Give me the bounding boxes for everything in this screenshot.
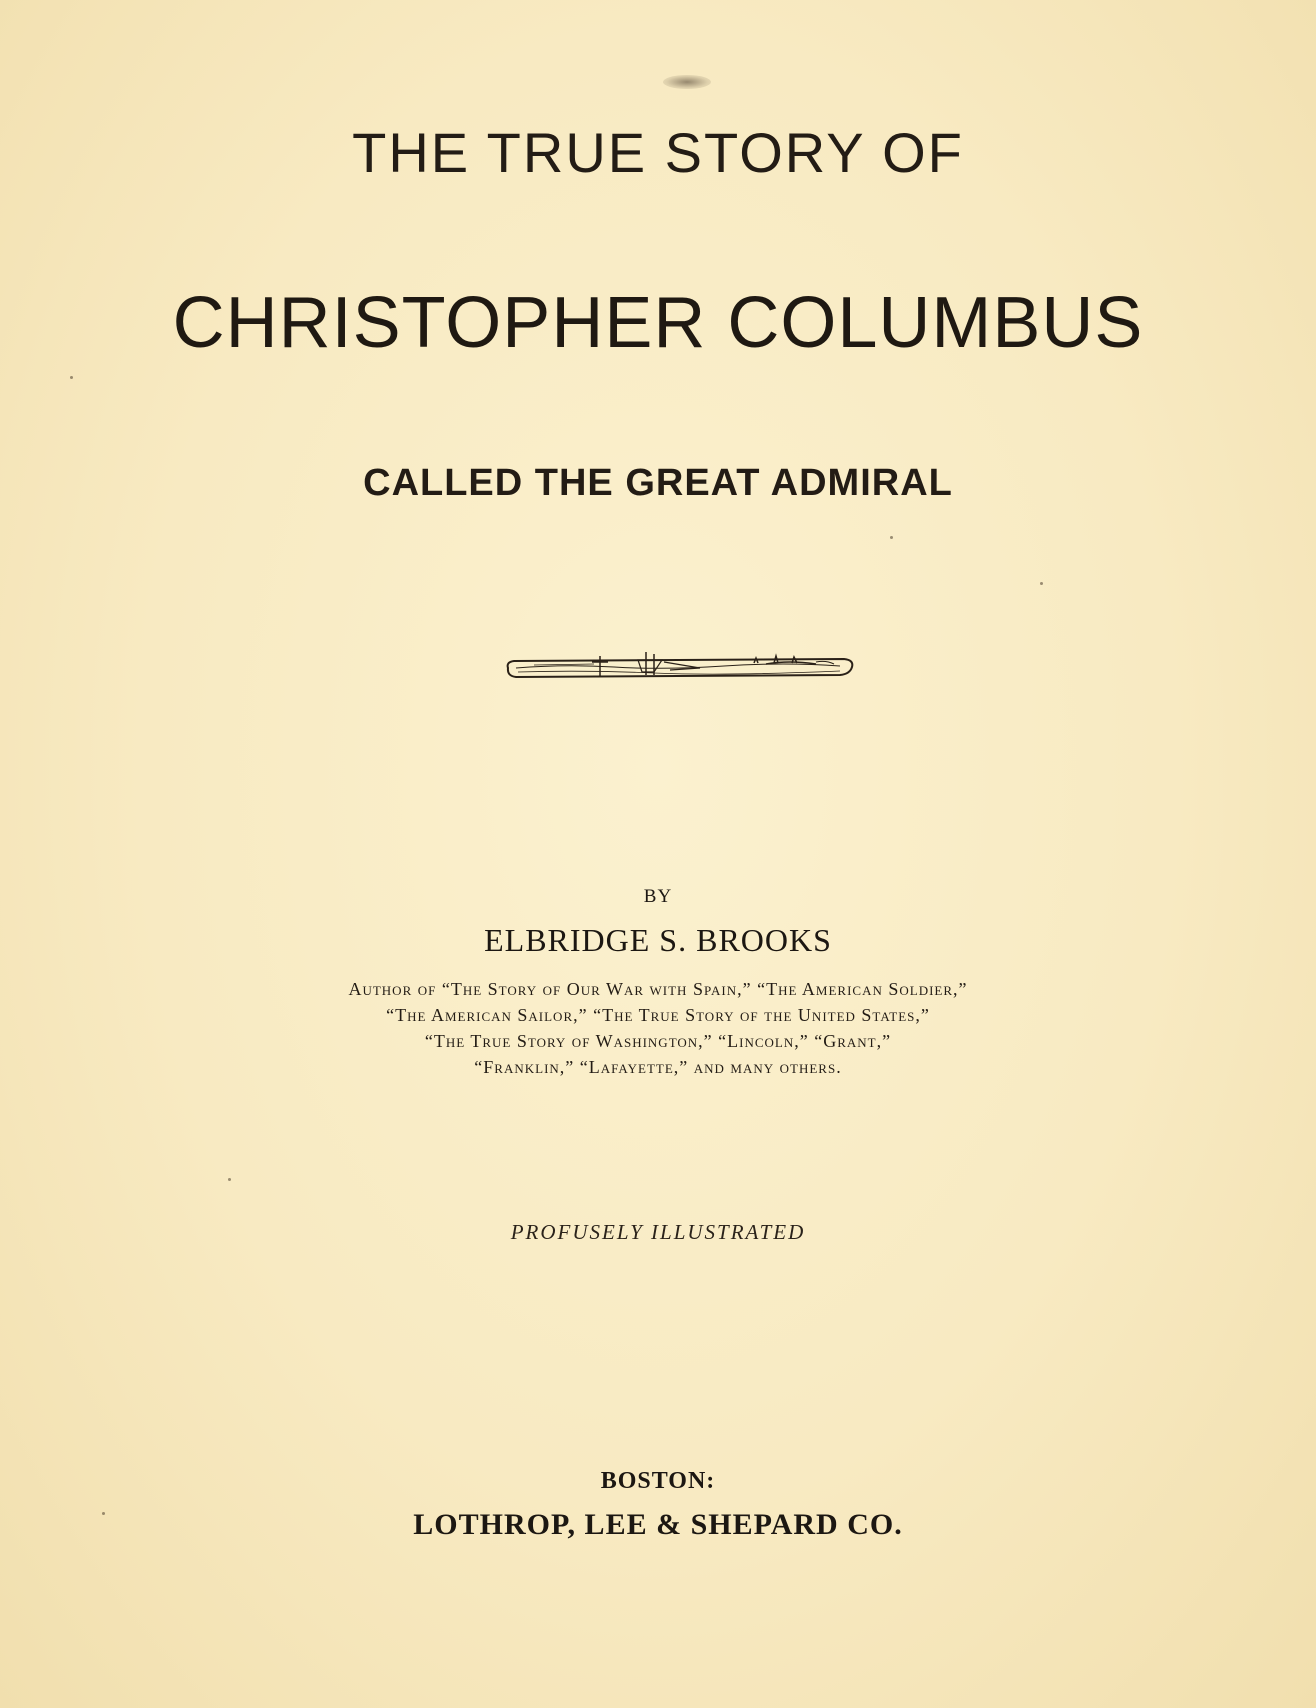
- paper-speck: [1040, 582, 1043, 585]
- paper-speck: [102, 1512, 105, 1515]
- title-line-1: THE TRUE STORY OF: [352, 121, 964, 184]
- credit-line: “Franklin,” “Lafayette,” and many others.: [474, 1057, 842, 1077]
- title-line-2: CHRISTOPHER COLUMBUS: [172, 283, 1144, 363]
- paper-speck: [890, 536, 893, 539]
- paper-speck: [70, 376, 73, 379]
- imprint-publisher: LOTHROP, LEE & SHEPARD CO.: [413, 1508, 903, 1541]
- author-name: ELBRIDGE S. BROOKS: [484, 922, 832, 958]
- ship-vignette-ornament: [504, 648, 856, 688]
- by-label: BY: [643, 886, 673, 907]
- credit-line: “The True Story of Washington,” “Lincoln,” “Grant,”: [424, 1031, 892, 1051]
- author-credits: [0, 976, 1316, 1080]
- subtitle: CALLED THE GREAT ADMIRAL: [363, 462, 953, 504]
- credit-line: Author of “The Story of Our War with Spain,” “The American Soldier,”: [348, 979, 968, 999]
- credit-line: “The American Sailor,” “The True Story of the United States,”: [386, 1005, 930, 1025]
- paper-speck: [228, 1178, 231, 1181]
- imprint-city: BOSTON:: [600, 1468, 716, 1494]
- illustrated-note: PROFUSELY ILLUSTRATED: [510, 1220, 806, 1244]
- ink-smudge: [663, 75, 711, 89]
